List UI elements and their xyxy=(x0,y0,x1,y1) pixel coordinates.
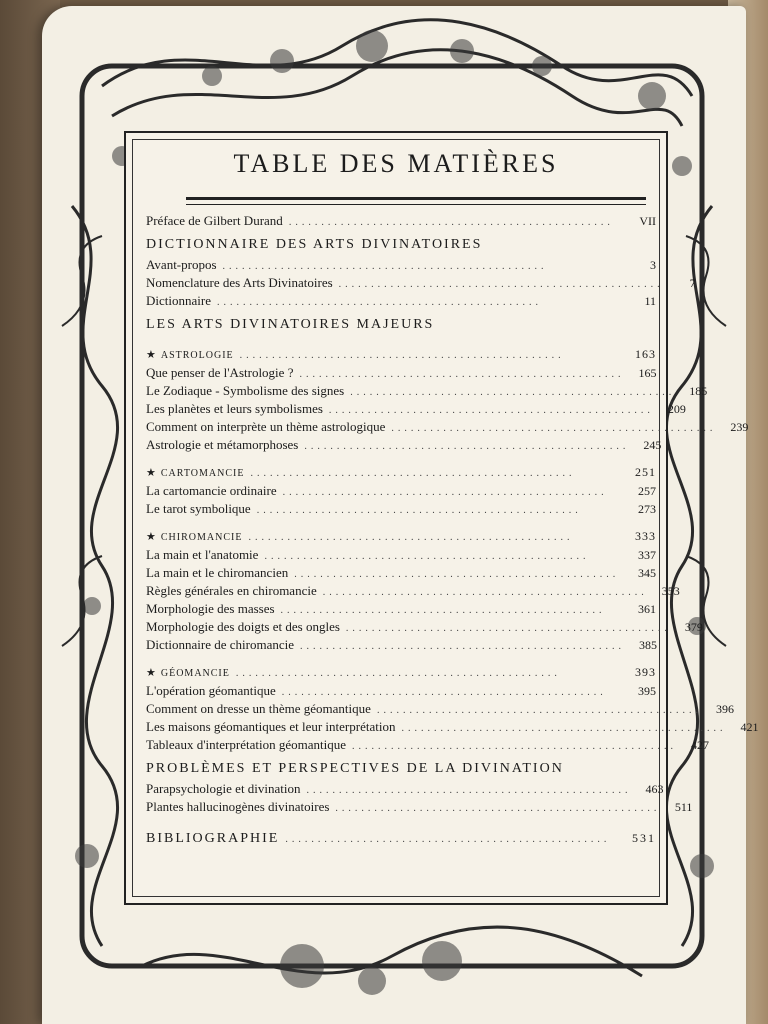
toc-entry: Le Zodiaque - Symbolisme des signes .................................................. 185 xyxy=(146,383,708,398)
toc-section-heading: ★ CARTOMANCIE .................................................. 251 xyxy=(146,465,656,479)
toc-entry: Préface de Gilbert Durand .................................................. VII xyxy=(146,213,656,228)
toc-entry: Morphologie des masses .................................................. 361 xyxy=(146,601,656,616)
toc-entry: Comment on dresse un thème géomantique .................................................. 396 xyxy=(146,701,734,716)
toc-entry: Comment on interprète un thème astrologique .................................................. 239 xyxy=(146,419,749,434)
star-icon: ★ xyxy=(146,667,157,679)
toc-entry: L'opération géomantique .................................................. 395 xyxy=(146,683,656,698)
toc-entry: La cartomancie ordinaire .................................................. 257 xyxy=(146,483,656,498)
toc-section-heading: ★ GÉOMANCIE .................................................. 393 xyxy=(146,665,656,679)
toc-entry: Parapsychologie et divination .................................................. 463 xyxy=(146,781,664,796)
toc-part-heading: DICTIONNAIRE DES ARTS DIVINATOIRES xyxy=(146,237,483,252)
toc-entry: Dictionnaire de chiromancie .................................................. 385 xyxy=(146,637,657,652)
toc-entry: Tableaux d'interprétation géomantique .................................................. 427 xyxy=(146,737,709,752)
toc-entry: Que penser de l'Astrologie ? .................................................. 165 xyxy=(146,365,657,380)
toc-entry: Astrologie et métamorphoses .................................................. 245 xyxy=(146,437,662,452)
star-icon: ★ xyxy=(146,349,157,361)
toc-part-heading: PROBLÈMES ET PERSPECTIVES DE LA DIVINATION xyxy=(146,761,564,776)
star-icon: ★ xyxy=(146,467,157,479)
toc-entry: Les maisons géomantiques et leur interprétation .................................................. 421 xyxy=(146,719,759,734)
toc-entry: Morphologie des doigts et des ongles .................................................. 379 xyxy=(146,619,703,634)
toc-section-heading: ★ CHIROMANCIE .................................................. 333 xyxy=(146,529,656,543)
page-title: TABLE DES MATIÈRES xyxy=(233,149,559,178)
toc-entry: Le tarot symbolique .................................................. 273 xyxy=(146,501,656,516)
toc-entry: La main et le chiromancien .................................................. 345 xyxy=(146,565,656,580)
toc-section-heading: ★ ASTROLOGIE .................................................. 163 xyxy=(146,347,656,361)
title-rule-thin xyxy=(186,204,646,205)
toc-entry: Nomenclature des Arts Divinatoires .................................................. 7 xyxy=(146,275,696,290)
toc-part-heading: BIBLIOGRAPHIE .................................................. 531 xyxy=(146,831,656,846)
toc-entry: Avant-propos .................................................. 3 xyxy=(146,257,656,272)
title-rule xyxy=(186,197,646,200)
toc-frame xyxy=(124,131,759,905)
book-page xyxy=(42,6,759,1024)
toc-entry: Les planètes et leurs symbolismes .................................................. 209 xyxy=(146,401,686,416)
toc-entry: Règles générales en chiromancie .................................................. 353 xyxy=(146,583,680,598)
toc-part-heading: LES ARTS DIVINATOIRES MAJEURS xyxy=(146,317,435,332)
star-icon: ★ xyxy=(146,531,157,543)
toc-entry: Plantes hallucinogènes divinatoires .................................................. 511 xyxy=(146,799,693,814)
toc-list xyxy=(146,213,759,851)
toc-entry: La main et l'anatomie .................................................. 337 xyxy=(146,547,656,562)
toc-entry: Dictionnaire .................................................. 11 xyxy=(146,293,656,308)
